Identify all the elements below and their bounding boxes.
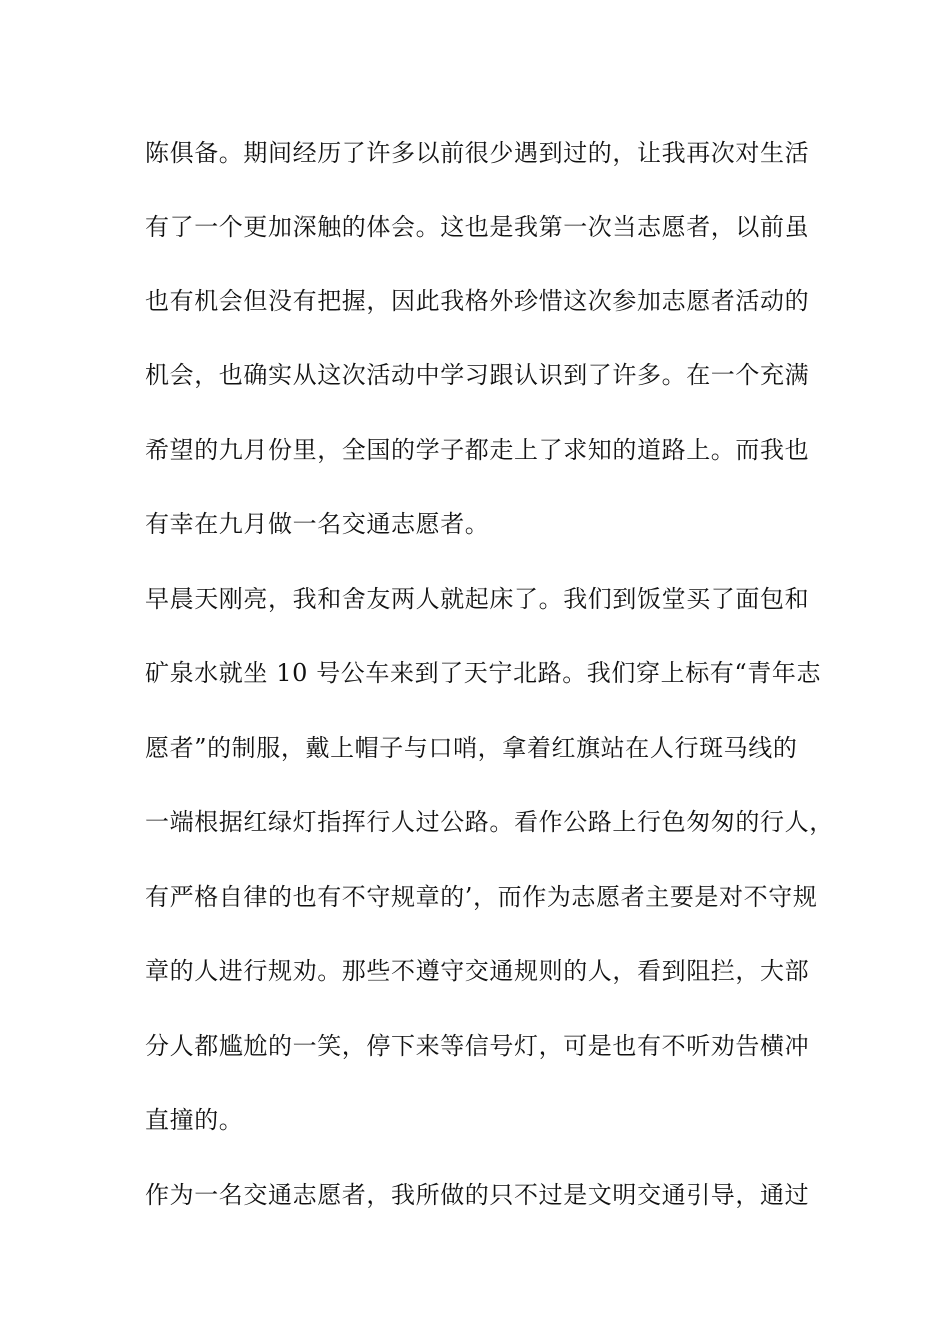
text-line: 有了一个更加深触的体会。这也是我第一次当志愿者，以前虽 [145,213,810,241]
text-line: 机会，也确实从这次活动中学习跟认识到了许多。在一个充满 [145,361,810,389]
text-line: 分人都尴尬的一笑，停下来等信号灯，可是也有不听劝告横冲 [145,1032,810,1060]
text-line: 直撞的。 [145,1106,244,1134]
text-line: 陈俱备。期间经历了许多以前很少遇到过的，让我再次对生活 [145,139,810,167]
text-line: 矿泉水就坐 10 号公车来到了天宁北路。我们穿上标有“青年志 [145,659,822,687]
text-line: 一端根据红绿灯指挥行人过公路。看作公路上行色匆匆的行人， [145,808,834,836]
text-line: 有严格自律的也有不守规章的’，而作为志愿者主要是对不守规 [145,883,818,911]
text-line: 早晨天刚亮，我和舍友两人就起床了。我们到饭堂买了面包和 [145,585,810,613]
text-line: 希望的九月份里，全国的学子都走上了求知的道路上。而我也 [145,436,810,464]
text-line: 作为一名交通志愿者，我所做的只不过是文明交通引导，通过 [145,1181,810,1209]
text-line: 愿者”的制服，戴上帽子与口哨，拿着红旗站在人行斑马线的 [145,734,798,762]
text-line: 也有机会但没有把握，因此我格外珍惜这次参加志愿者活动的 [145,287,810,315]
text-line: 章的人进行规劝。那些不遵守交通规则的人，看到阻拦，大部 [145,957,810,985]
text-line: 有幸在九月做一名交通志愿者。 [145,510,490,538]
